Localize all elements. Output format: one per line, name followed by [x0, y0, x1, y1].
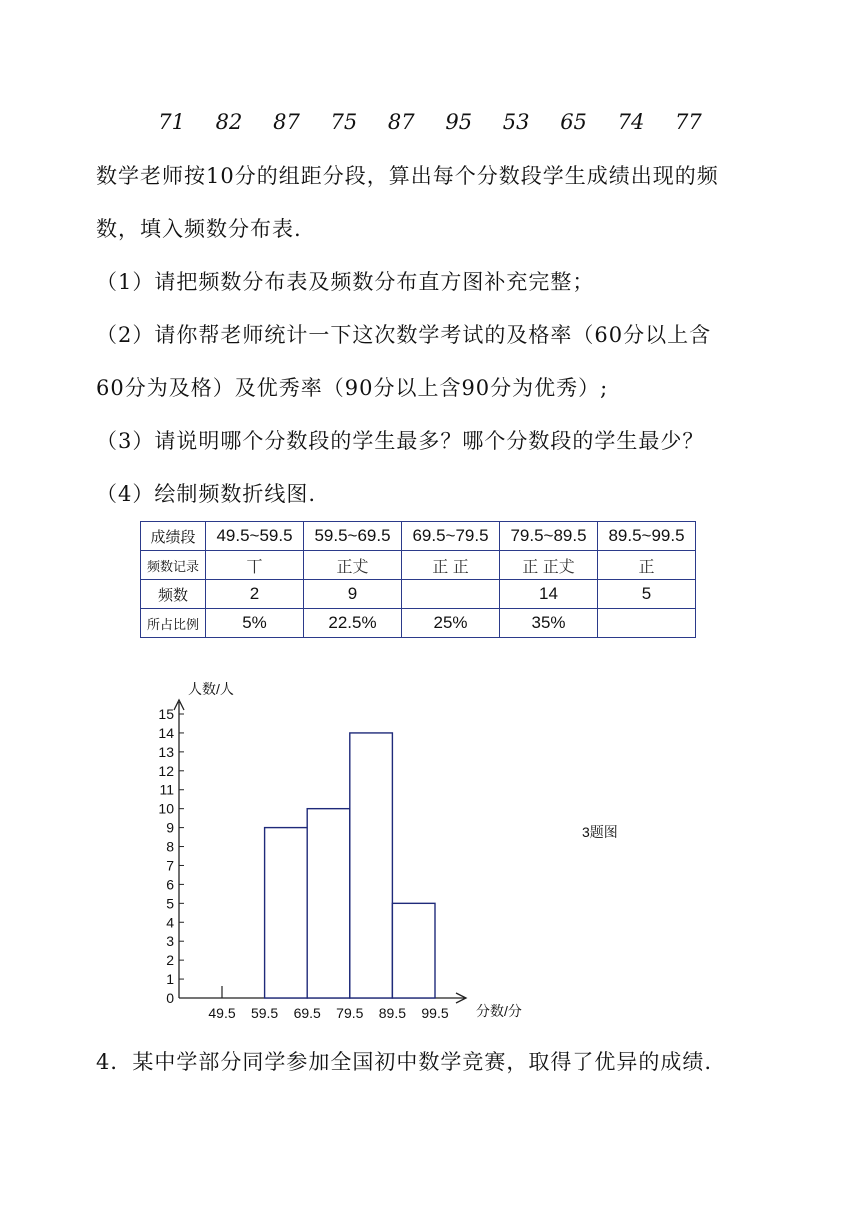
table-cell: 25%	[402, 609, 500, 638]
y-axis-label: 人数/人	[188, 681, 234, 697]
x-tick-label: 49.5	[208, 1005, 236, 1021]
intro-line-1: 数学老师按10分的组距分段，算出每个分数段学生成绩出现的频	[96, 164, 719, 188]
problem-4: 4．某中学部分同学参加全国初中数学竞赛，取得了优异的成绩.	[96, 1050, 713, 1074]
table-cell: 22.5%	[304, 609, 402, 638]
y-tick-label: 2	[166, 952, 174, 969]
score-value: 87	[387, 110, 415, 134]
histogram-bar	[350, 733, 393, 998]
question-2-line-1: （2）请你帮老师统计一下这次数学考试的及格率（60分以上含	[96, 323, 712, 347]
table-cell	[402, 580, 500, 609]
histogram-bar	[265, 828, 308, 998]
y-tick-label: 0	[166, 990, 174, 1006]
table-cell: 14	[500, 580, 598, 609]
x-tick-label: 79.5	[336, 1005, 364, 1021]
intro-line-2: 数，填入频数分布表.	[96, 217, 302, 241]
score-value: 77	[675, 110, 702, 134]
score-value: 53	[502, 110, 530, 134]
x-tick-label: 89.5	[378, 1005, 407, 1021]
table-cell: 5%	[206, 609, 304, 638]
table-cell: 2	[206, 580, 304, 609]
question-1: （1）请把频数分布表及频数分布直方图补充完整；	[96, 270, 595, 294]
y-tick-label: 4	[166, 914, 174, 931]
table-cell: 89.5~99.5	[598, 522, 696, 551]
table-cell: 频数记录	[141, 551, 206, 580]
x-tick-label: 69.5	[293, 1005, 321, 1021]
score-list	[0, 110, 860, 134]
histogram-bar	[392, 903, 435, 998]
table-ratio-row	[141, 609, 696, 638]
y-tick-label: 7	[166, 857, 174, 874]
table-cell: 35%	[500, 609, 598, 638]
y-tick-label: 8	[166, 838, 174, 855]
score-value: 75	[330, 110, 358, 134]
y-tick-label: 5	[166, 895, 174, 912]
x-tick-label: 59.5	[250, 1005, 279, 1021]
table-cell: 59.5~69.5	[304, 522, 402, 551]
y-tick-label: 3	[166, 933, 174, 950]
table-tally-row	[141, 551, 696, 580]
score-value: 65	[560, 110, 587, 134]
y-tick-label: 12	[158, 762, 174, 779]
score-value: 82	[215, 110, 243, 134]
score-value: 95	[445, 110, 473, 134]
y-tick-label: 15	[158, 706, 174, 722]
y-tick-label: 6	[166, 876, 174, 893]
table-cell: 正𠀋	[304, 551, 402, 580]
table-cell: 5	[598, 580, 696, 609]
table-cell: 丅	[206, 551, 304, 580]
histogram-chart	[0, 660, 620, 1040]
table-cell: 69.5~79.5	[402, 522, 500, 551]
score-value: 71	[158, 110, 185, 134]
table-cell: 频数	[141, 580, 206, 609]
y-tick-label: 10	[158, 800, 174, 817]
table-header-row	[141, 522, 696, 551]
x-tick-label: 99.5	[421, 1005, 449, 1021]
y-tick-label: 11	[159, 781, 174, 798]
y-tick-label: 1	[166, 971, 174, 988]
y-tick-label: 13	[158, 743, 174, 760]
y-tick-label: 9	[166, 819, 174, 836]
score-value: 74	[617, 110, 645, 134]
x-axis-label: 分数/分	[476, 1003, 522, 1019]
frequency-table	[140, 521, 696, 638]
table-cell	[598, 609, 696, 638]
score-value: 87	[273, 110, 300, 134]
table-cell: 正 正𠀋	[500, 551, 598, 580]
table-cell: 成绩段	[141, 522, 206, 551]
y-tick-label: 14	[158, 724, 174, 741]
table-cell: 正	[598, 551, 696, 580]
question-3: （3）请说明哪个分数段的学生最多？哪个分数段的学生最少？	[96, 429, 705, 453]
question-2-line-2: 60分为及格）及优秀率（90分以上含90分为优秀）;	[96, 376, 609, 400]
question-4: （4）绘制频数折线图.	[96, 482, 317, 506]
table-cell: 79.5~89.5	[500, 522, 598, 551]
table-count-row	[141, 580, 696, 609]
table-cell: 49.5~59.5	[206, 522, 304, 551]
table-cell: 9	[304, 580, 402, 609]
histogram-bar	[307, 809, 350, 998]
table-cell: 正 正	[402, 551, 500, 580]
table-cell: 所占比例	[141, 609, 206, 638]
figure-label: 3题图	[582, 824, 618, 840]
